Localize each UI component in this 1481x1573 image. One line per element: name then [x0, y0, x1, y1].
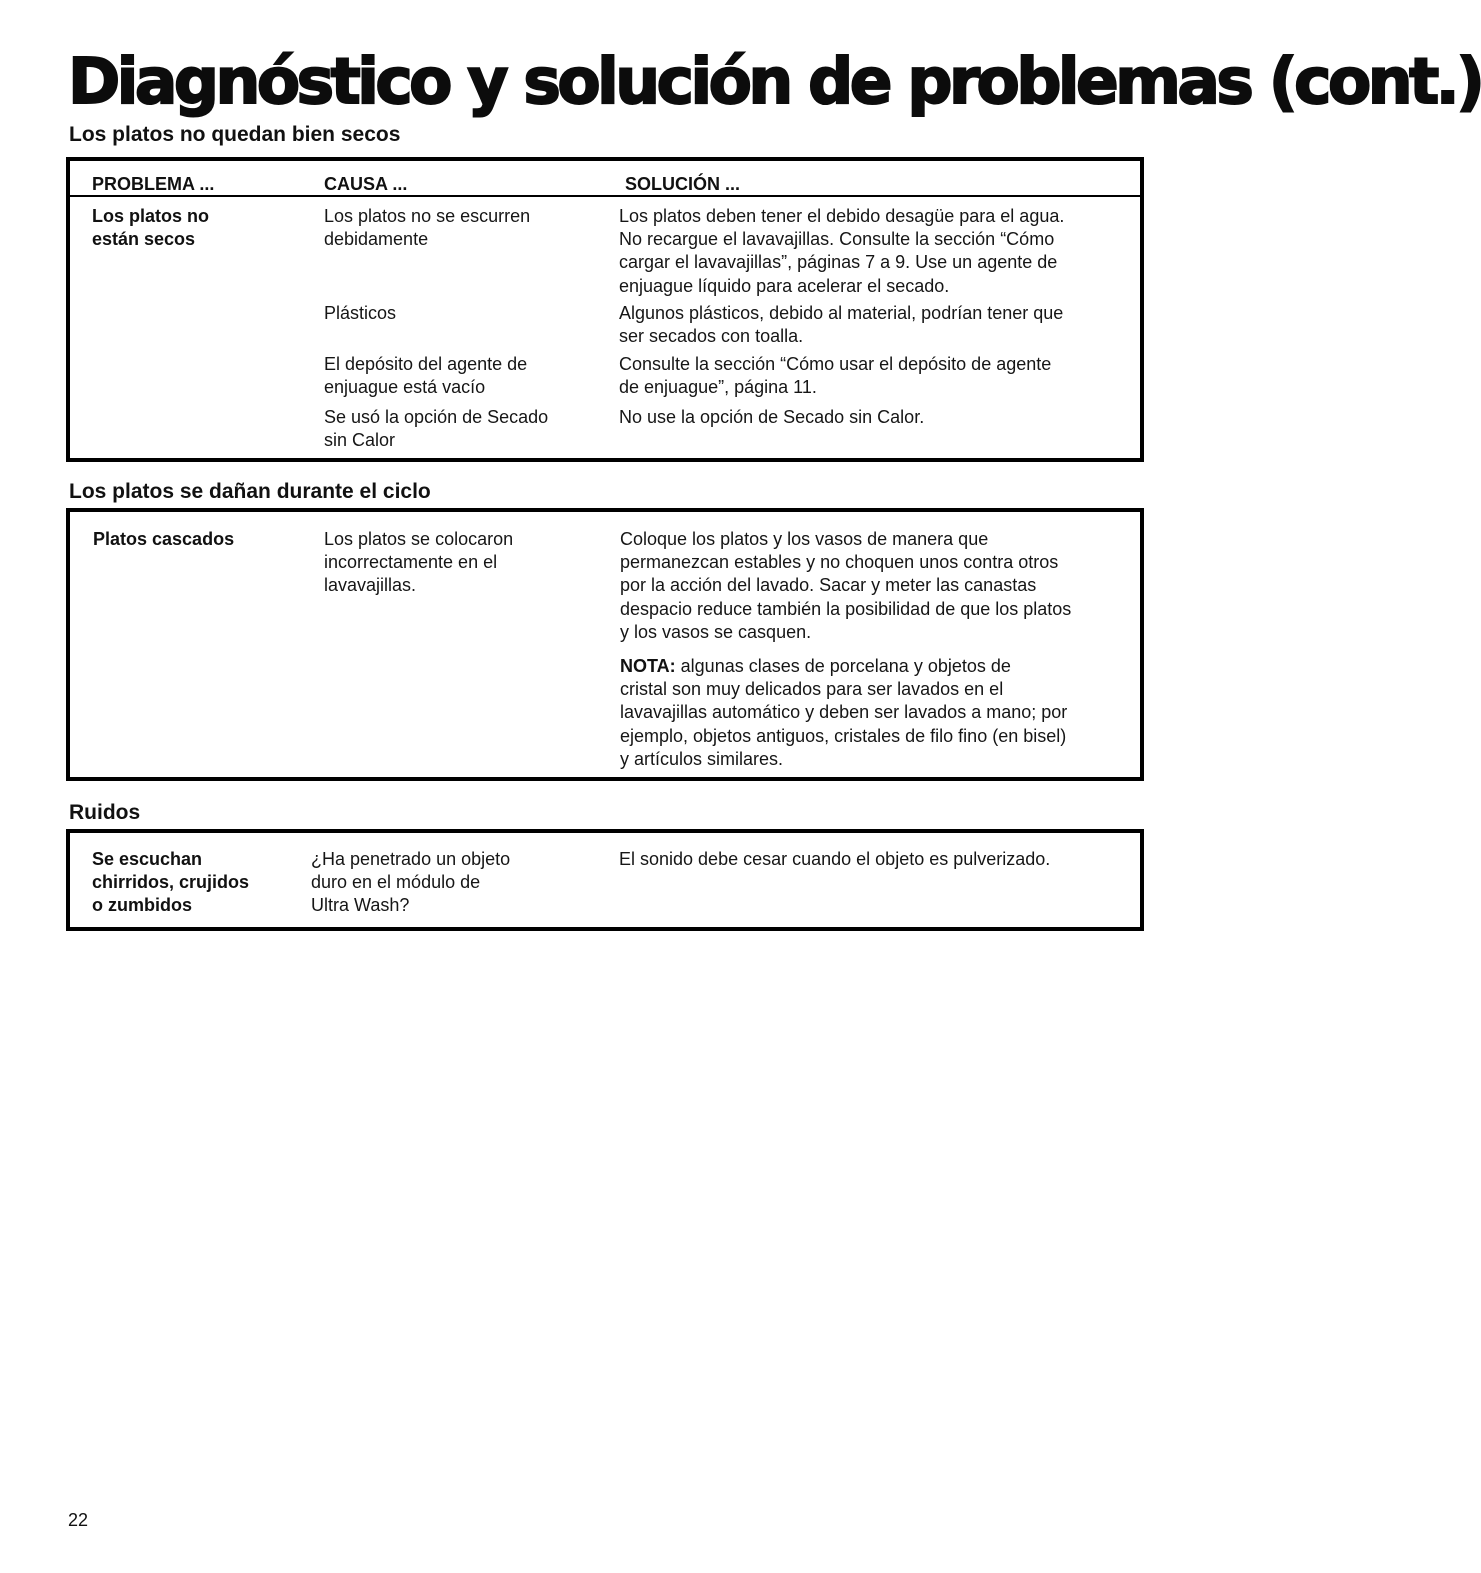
solution-not-drained: Los platos deben tener el debido desagüe para el agua. No recargue el lavavajillas. Consulte la sección “Cómo cargar el lavavajillas”, páginas 7 a 9. Use un agente de enjuague líquido para acelerar el secado. — [619, 206, 1065, 296]
page-title: Diagnóstico y solución de problemas (cont.) — [68, 45, 1481, 118]
column-header-solution: SOLUCIÓN ... — [625, 174, 741, 194]
column-header-cause: CAUSA ... — [324, 174, 408, 194]
column-header-problem: PROBLEMA ... — [92, 174, 215, 194]
cause-loaded-incorrectly: Los platos se colocaron incorrectamente en el lavavajillas. — [324, 529, 514, 596]
solution-note — [620, 655, 1135, 771]
problem-noises: Se escuchan chirridos, crujidos o zumbidos — [92, 849, 250, 916]
cause-plastics: Plásticos — [324, 303, 397, 323]
problem-dishes-not-dry: Los platos no están secos — [92, 206, 209, 250]
cause-rinse-aid-empty: El depósito del agente de enjuague está vacío — [324, 354, 528, 398]
table-dishes-damaged — [66, 508, 1144, 781]
section-heading-dishes-not-dry: Los platos no quedan bien secos — [69, 123, 401, 146]
cause-hard-object: ¿Ha penetrado un objeto duro en el módulo de Ultra Wash? — [311, 849, 511, 916]
solution-load-properly: Coloque los platos y los vasos de manera que permanezcan estables y no choquen unos contra otros por la acción del lavado. Sacar y meter las canastas despacio reduce también la posibilidad de que los platos y los vasos se casquen. — [620, 529, 1072, 642]
table-noises — [66, 829, 1144, 931]
note-label: NOTA: — [620, 656, 676, 676]
note-text: algunas clases de porcelana y objetos de cristal son muy delicados para ser lavados en el lavavajillas automático y deben ser lavados a mano; por ejemplo, objetos antiguos, cristales de filo fino (en bisel) y artículos similares. — [620, 656, 1068, 769]
section-heading-noises: Ruidos — [69, 801, 141, 824]
solution-heatless-dry: No use la opción de Secado sin Calor. — [619, 407, 925, 427]
table-dishes-not-dry — [66, 157, 1144, 462]
problem-chipped-dishes: Platos cascados — [93, 529, 235, 549]
header-divider — [70, 195, 1140, 197]
solution-rinse-aid-empty: Consulte la sección “Cómo usar el depósito de agente de enjuague”, página 11. — [619, 354, 1052, 398]
solution-plastics: Algunos plásticos, debido al material, podrían tener que ser secados con toalla. — [619, 303, 1064, 347]
section-heading-dishes-damaged: Los platos se dañan durante el ciclo — [69, 480, 431, 503]
page-number: 22 — [68, 1510, 89, 1530]
cause-not-drained: Los platos no se escurren debidamente — [324, 206, 531, 250]
cause-heatless-dry: Se usó la opción de Secado sin Calor — [324, 407, 549, 451]
solution-sound-stops: El sonido debe cesar cuando el objeto es pulverizado. — [619, 849, 1051, 869]
